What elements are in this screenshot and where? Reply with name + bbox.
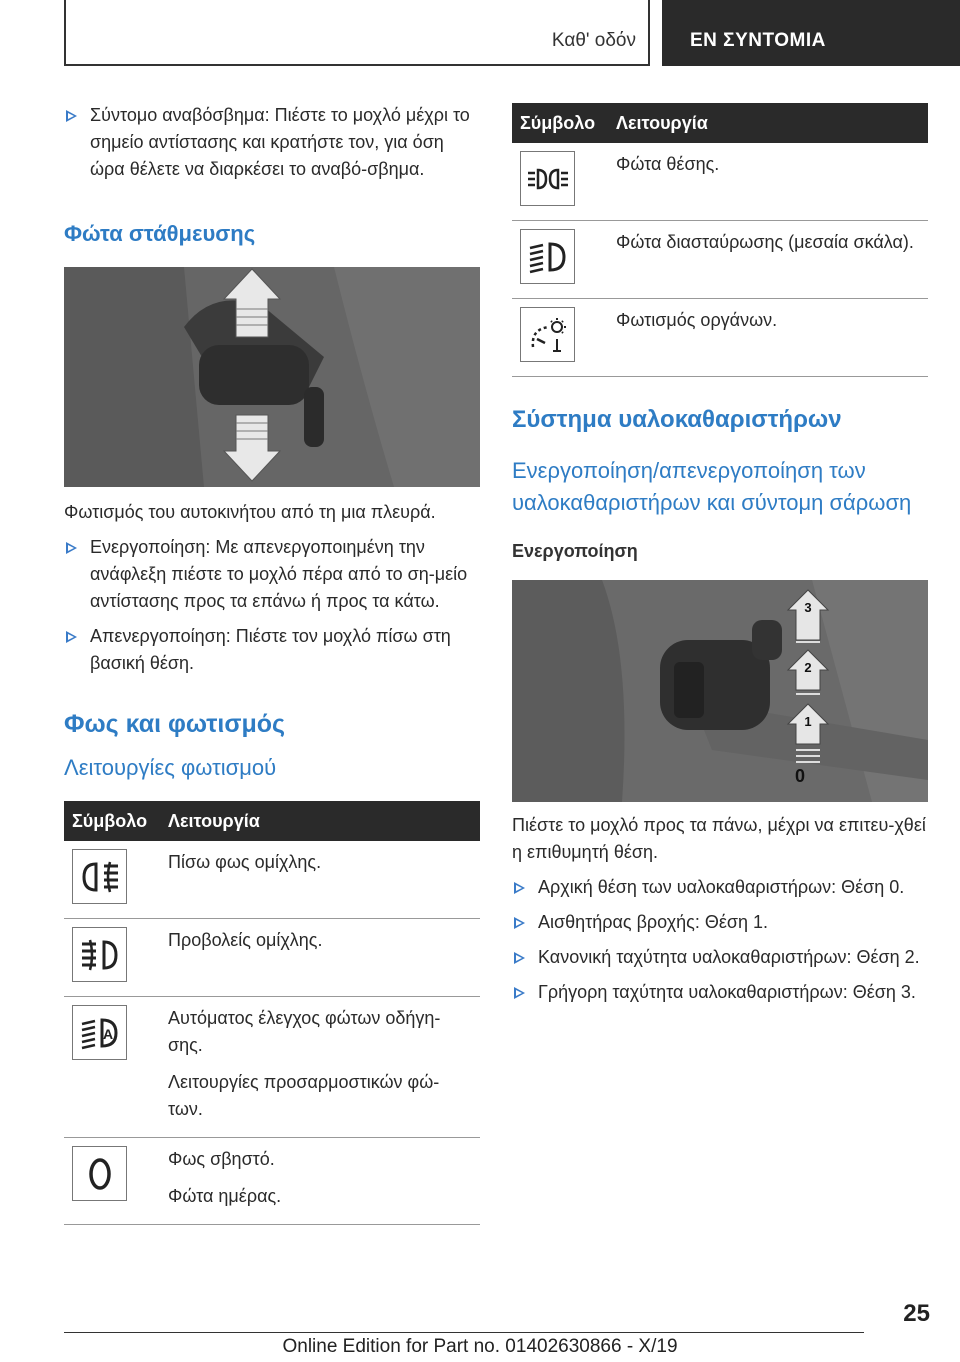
wiper-subheading: Ενεργοποίηση/απενεργοποίηση των υαλοκαθαριστήρων και σύντομη σάρωση	[512, 458, 912, 515]
low-beam-icon	[520, 229, 575, 284]
list-item: Σύντομο αναβόσβημα: Πιέστε το μοχλό μέχρι το σημείο αντίστασης και κρατήστε τον, για όση ώρα θέλετε να διαρκέσει το αναβό-σβημα.	[64, 102, 480, 183]
list-item: Ενεργοποίηση: Με απενεργοποιημένη την ανάφλεξη πιέστε το μοχλό πέρα από το ση-μείο αντίστασης προς τα επάνω ή προς τα κάτω.	[64, 534, 480, 615]
col-header-symbol: Σύμβολο	[512, 103, 608, 143]
parking-lever-photo	[64, 267, 480, 487]
function-text: Φωτισμός οργάνων.	[616, 310, 778, 330]
wiper-lever-photo	[512, 580, 928, 802]
table-row	[64, 997, 480, 1138]
bullet-triangle-icon	[514, 987, 525, 999]
bullet-triangle-icon	[514, 882, 525, 894]
edition-footer: Online Edition for Part no. 01402630866 - X/19	[282, 1336, 678, 1357]
table-header-row	[64, 801, 480, 841]
section-tab	[64, 0, 650, 66]
table-header-row	[512, 103, 928, 143]
bullet-triangle-icon	[514, 917, 525, 929]
bullet-triangle-icon	[514, 952, 525, 964]
parking-caption: Φωτισμός του αυτοκινήτου από τη μια πλευρά.	[64, 502, 436, 522]
list-item: Κανονική ταχύτητα υαλοκαθαριστήρων: Θέση 2.	[512, 944, 928, 971]
lighting-functions-table	[64, 801, 480, 1225]
list-item: Απενεργοποίηση: Πιέστε τον μοχλό πίσω στη βασική θέση.	[64, 623, 480, 677]
table-row	[512, 221, 928, 299]
table-row	[64, 1138, 480, 1225]
page-header	[64, 0, 960, 66]
function-text: Φως σβηστό.	[168, 1149, 275, 1169]
footer-divider	[64, 1332, 864, 1333]
lights-heading: Φως και φωτισμός	[64, 710, 286, 738]
position-label-1: 1	[804, 714, 812, 729]
col-header-function: Λειτουργία	[160, 801, 480, 841]
chapter-title: ΕΝ ΣΥΝΤΟΜΙΑ	[690, 30, 826, 51]
table-row	[64, 919, 480, 997]
bullet-triangle-icon	[66, 631, 77, 643]
position-label-2: 2	[804, 660, 812, 675]
parking-lights-icon	[520, 151, 575, 206]
function-text: Φώτα ημέρας.	[168, 1186, 282, 1206]
front-fog-light-icon	[72, 927, 127, 982]
parking-heading: Φώτα στάθμευσης	[64, 221, 256, 246]
activation-heading: Ενεργοποίηση	[512, 541, 638, 561]
section-title: Καθ' οδόν	[551, 30, 636, 51]
rear-fog-light-icon	[72, 849, 127, 904]
functions-heading: Λειτουργίες φωτισμού	[64, 755, 277, 780]
right-column	[512, 103, 928, 1006]
table-row	[512, 143, 928, 221]
list-item: Γρήγορη ταχύτητα υαλοκαθαριστήρων: Θέση 3.	[512, 979, 928, 1006]
page-number: 25	[903, 1300, 930, 1327]
function-text: Φώτα θέσης.	[616, 154, 720, 174]
wiper-heading: Σύστημα υαλοκαθαριστήρων	[512, 406, 842, 433]
function-text: Φώτα διασταύρωσης (μεσαία σκάλα).	[616, 232, 914, 252]
lighting-functions-table-cont	[512, 103, 928, 377]
instrument-lighting-icon	[520, 307, 575, 362]
col-header-symbol: Σύμβολο	[64, 801, 160, 841]
svg-text:A: A	[102, 1025, 113, 1042]
auto-headlight-icon	[72, 1005, 127, 1060]
bullet-triangle-icon	[66, 542, 77, 554]
function-text: Πίσω φως ομίχλης.	[168, 852, 322, 872]
table-row	[64, 841, 480, 919]
left-column	[64, 100, 480, 1225]
function-text: Αυτόματος έλεγχος φώτων οδήγη-σης.	[168, 1008, 441, 1055]
list-item: Αρχική θέση των υαλοκαθαριστήρων: Θέση 0.	[512, 874, 928, 901]
list-item: Αισθητήρας βροχής: Θέση 1.	[512, 909, 928, 936]
wiper-caption: Πιέστε το μοχλό προς τα πάνω, μέχρι να επιτευ-χθεί η επιθυμητή θέση.	[512, 815, 926, 862]
lights-off-icon	[72, 1146, 127, 1201]
position-label-3: 3	[804, 600, 812, 615]
bullet-triangle-icon	[66, 110, 77, 122]
function-text: Προβολείς ομίχλης.	[168, 930, 323, 950]
function-text: Λειτουργίες προσαρμοστικών φώ-των.	[168, 1072, 440, 1119]
col-header-function: Λειτουργία	[608, 103, 928, 143]
chapter-tab	[662, 0, 960, 66]
position-label-0: 0	[794, 766, 806, 786]
table-row	[512, 299, 928, 377]
